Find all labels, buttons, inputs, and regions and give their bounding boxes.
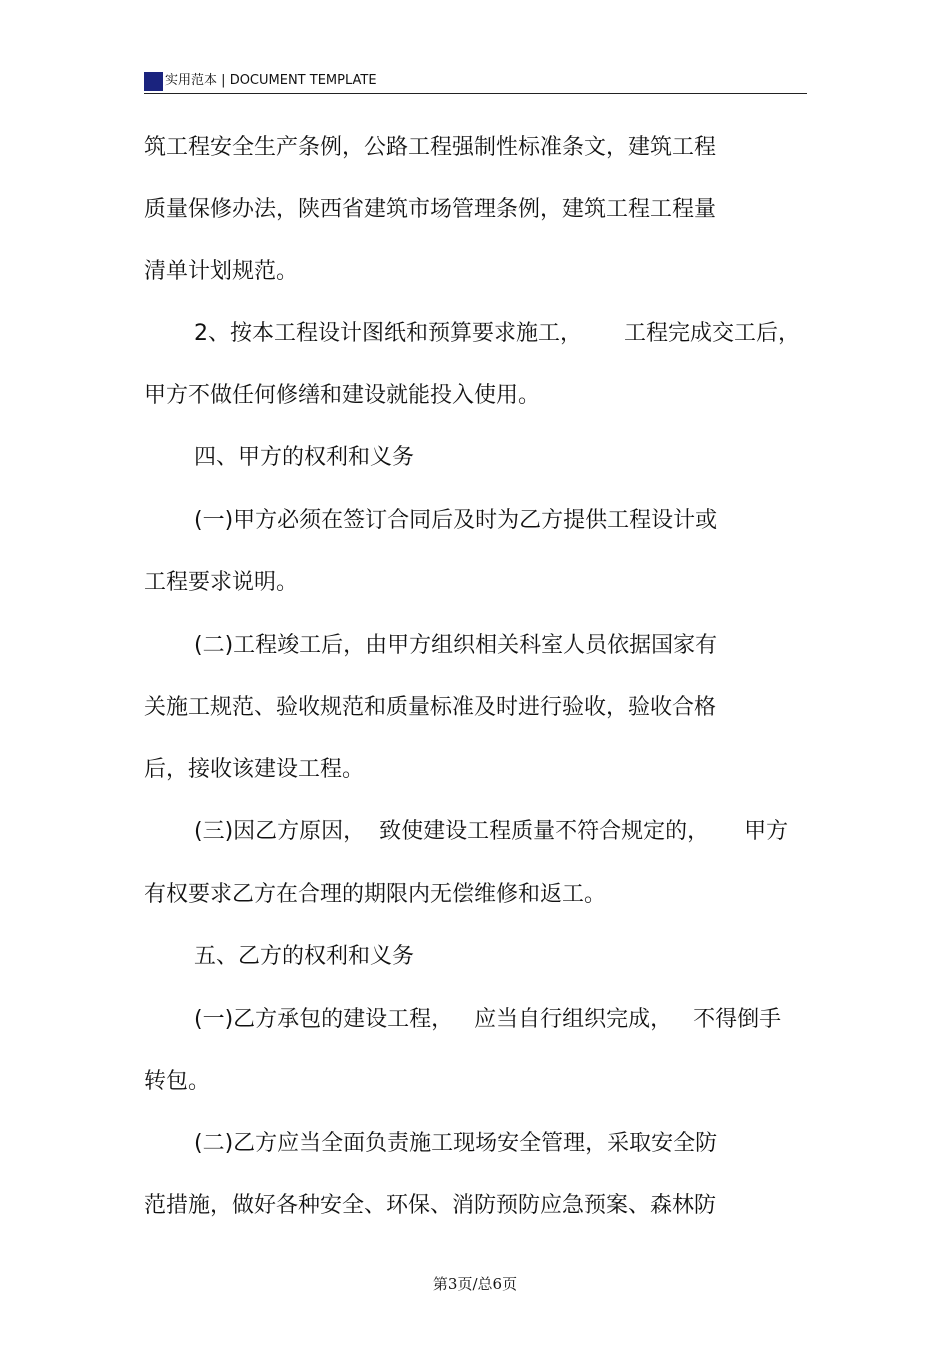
header-title: 实用范本 — [165, 73, 218, 88]
body-line-17: (二)乙方应当全面负责施工现场安全管理，采取安全防 — [194, 1131, 718, 1156]
body-line-8: 工程要求说明。 — [144, 570, 299, 595]
document-header — [144, 70, 807, 94]
section-heading-party-b: 五、乙方的权利和义务 — [194, 944, 415, 969]
body-line-1: 筑工程安全生产条例，公路工程强制性标准条文，建筑工程 — [144, 135, 717, 160]
header-title-text — [165, 72, 377, 90]
body-line-13: 有权要求乙方在合理的期限内无偿维修和返工。 — [144, 882, 607, 907]
header-subtitle: DOCUMENT TEMPLATE — [229, 73, 377, 88]
body-line-2: 质量保修办法，陕西省建筑市场管理条例，建筑工程工程量 — [144, 197, 717, 222]
header-separator: | — [221, 73, 226, 88]
section-heading-party-a: 四、甲方的权利和义务 — [194, 445, 415, 470]
body-line-9: (二)工程竣工后，由甲方组织相关科室人员依据国家有 — [194, 633, 718, 658]
body-line-10: 关施工规范、验收规范和质量标准及时进行验收，验收合格 — [144, 695, 717, 720]
body-line-4: 2、按本工程设计图纸和预算要求施工， 工程完成交工后， — [194, 321, 800, 346]
header-rule — [144, 93, 807, 94]
body-line-12: (三)因乙方原因， 致使建设工程质量不符合规定的， 甲方 — [194, 819, 789, 844]
body-line-18: 范措施，做好各种安全、环保、消防预防应急预案、森林防 — [144, 1193, 717, 1218]
body-line-11: 后，接收该建设工程。 — [144, 757, 365, 782]
body-line-16: 转包。 — [144, 1069, 211, 1094]
page-indicator: 第3页/总6页 — [432, 1275, 518, 1293]
body-line-3: 清单计划规范。 — [144, 259, 299, 284]
body-line-7: (一)甲方必须在签订合同后及时为乙方提供工程设计或 — [194, 508, 718, 533]
body-line-5: 甲方不做任何修缮和建设就能投入使用。 — [144, 383, 541, 408]
body-line-15: (一)乙方承包的建设工程， 应当自行组织完成， 不得倒手 — [194, 1007, 782, 1032]
header-logo-square — [144, 72, 163, 91]
